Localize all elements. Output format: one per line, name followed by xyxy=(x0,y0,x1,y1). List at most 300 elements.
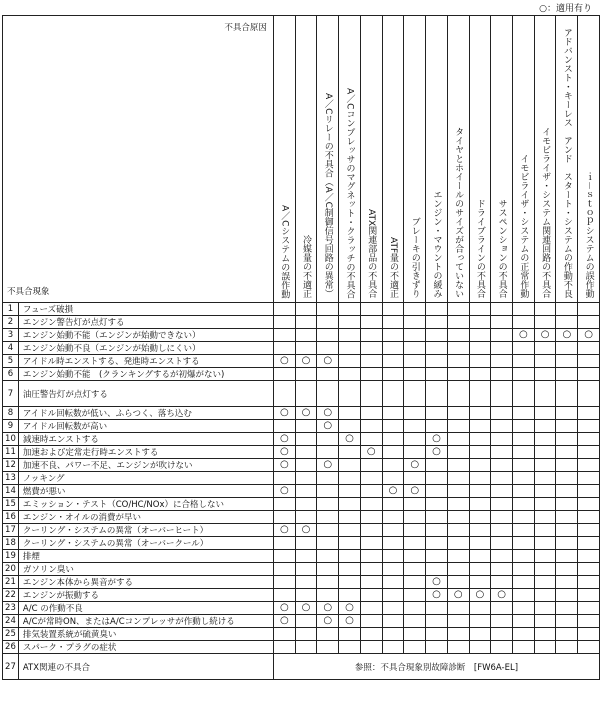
empty-cell xyxy=(339,446,361,459)
row-number: 21 xyxy=(3,576,19,589)
applicable-mark: ○ xyxy=(317,407,339,420)
empty-cell xyxy=(382,576,404,589)
empty-cell xyxy=(513,407,535,420)
empty-cell xyxy=(556,511,578,524)
empty-cell xyxy=(426,342,448,355)
symptom-cell: エンジンが振動する xyxy=(18,589,273,602)
empty-cell xyxy=(382,589,404,602)
empty-cell xyxy=(556,316,578,329)
applicable-mark: ○ xyxy=(426,576,448,589)
table-row xyxy=(3,329,600,342)
empty-cell xyxy=(404,615,426,628)
empty-cell xyxy=(317,368,339,381)
empty-cell xyxy=(360,498,382,511)
empty-cell xyxy=(360,563,382,576)
empty-cell xyxy=(447,498,469,511)
empty-cell xyxy=(491,498,513,511)
empty-cell xyxy=(534,485,556,498)
empty-cell xyxy=(469,537,491,550)
empty-cell xyxy=(513,628,535,641)
applicable-mark: ○ xyxy=(317,355,339,368)
table-row xyxy=(3,628,600,641)
table-row xyxy=(3,433,600,446)
empty-cell xyxy=(513,576,535,589)
applicable-mark: ○ xyxy=(491,589,513,602)
empty-cell xyxy=(382,602,404,615)
empty-cell xyxy=(273,589,295,602)
empty-cell xyxy=(382,511,404,524)
empty-cell xyxy=(339,342,361,355)
empty-cell xyxy=(534,628,556,641)
empty-cell xyxy=(556,407,578,420)
empty-cell xyxy=(447,628,469,641)
empty-cell xyxy=(491,446,513,459)
applicable-mark: ○ xyxy=(295,355,317,368)
table-row xyxy=(3,563,600,576)
applicable-mark: ○ xyxy=(317,420,339,433)
empty-cell xyxy=(578,342,600,355)
empty-cell xyxy=(404,576,426,589)
empty-cell xyxy=(534,342,556,355)
cause-header-15 xyxy=(578,16,600,303)
empty-cell xyxy=(273,303,295,316)
empty-cell xyxy=(534,641,556,654)
row-number: 7 xyxy=(3,381,19,407)
empty-cell xyxy=(447,485,469,498)
applicable-mark: ○ xyxy=(317,602,339,615)
empty-cell xyxy=(295,615,317,628)
empty-cell xyxy=(360,472,382,485)
empty-cell xyxy=(578,550,600,563)
empty-cell xyxy=(578,381,600,407)
applicable-mark: ○ xyxy=(360,446,382,459)
empty-cell xyxy=(317,550,339,563)
cause-header-8 xyxy=(426,16,448,303)
empty-cell xyxy=(426,355,448,368)
header-corner-cell xyxy=(3,16,274,303)
empty-cell xyxy=(469,498,491,511)
empty-cell xyxy=(317,524,339,537)
applicable-mark: ○ xyxy=(513,329,535,342)
empty-cell xyxy=(339,459,361,472)
row-number: 12 xyxy=(3,459,19,472)
applicable-mark: ○ xyxy=(404,485,426,498)
applicable-mark: ○ xyxy=(404,459,426,472)
empty-cell xyxy=(491,329,513,342)
empty-cell xyxy=(273,628,295,641)
cause-label: イモビライザ・システムの正常作動 xyxy=(518,154,529,298)
empty-cell xyxy=(578,498,600,511)
applicable-mark: ○ xyxy=(426,589,448,602)
row-number: 22 xyxy=(3,589,19,602)
empty-cell xyxy=(578,524,600,537)
empty-cell xyxy=(339,589,361,602)
empty-cell xyxy=(469,329,491,342)
empty-cell xyxy=(534,524,556,537)
empty-cell xyxy=(578,628,600,641)
symptom-cell: 燃費が悪い xyxy=(18,485,273,498)
cause-header-9 xyxy=(447,16,469,303)
empty-cell xyxy=(360,485,382,498)
empty-cell xyxy=(339,407,361,420)
empty-cell xyxy=(339,485,361,498)
empty-cell xyxy=(556,498,578,511)
empty-cell xyxy=(556,459,578,472)
empty-cell xyxy=(404,368,426,381)
empty-cell xyxy=(339,524,361,537)
empty-cell xyxy=(513,641,535,654)
empty-cell xyxy=(426,316,448,329)
empty-cell xyxy=(469,511,491,524)
empty-cell xyxy=(469,459,491,472)
empty-cell xyxy=(273,576,295,589)
symptom-cell: ガソリン臭い xyxy=(18,563,273,576)
empty-cell xyxy=(404,446,426,459)
cause-header-5 xyxy=(360,16,382,303)
table-row xyxy=(3,602,600,615)
empty-cell xyxy=(491,355,513,368)
empty-cell xyxy=(404,537,426,550)
empty-cell xyxy=(469,433,491,446)
empty-cell xyxy=(404,381,426,407)
empty-cell xyxy=(578,420,600,433)
empty-cell xyxy=(534,537,556,550)
empty-cell xyxy=(404,550,426,563)
empty-cell xyxy=(513,602,535,615)
symptom-cell: エンジン始動不能（エンジンが始動できない） xyxy=(18,329,273,342)
empty-cell xyxy=(360,342,382,355)
empty-cell xyxy=(447,524,469,537)
empty-cell xyxy=(339,368,361,381)
empty-cell xyxy=(447,537,469,550)
cause-label: 冷媒量の不適正 xyxy=(301,235,312,298)
cause-header-4 xyxy=(339,16,361,303)
empty-cell xyxy=(426,420,448,433)
empty-cell xyxy=(360,524,382,537)
symptom-cell: 油圧警告灯が点灯する xyxy=(18,381,273,407)
table-row xyxy=(3,407,600,420)
empty-cell xyxy=(578,537,600,550)
empty-cell xyxy=(578,511,600,524)
empty-cell xyxy=(295,511,317,524)
empty-cell xyxy=(491,316,513,329)
applicable-mark: ○ xyxy=(469,589,491,602)
empty-cell xyxy=(469,602,491,615)
empty-cell xyxy=(360,550,382,563)
empty-cell xyxy=(273,368,295,381)
empty-cell xyxy=(404,524,426,537)
symptom-cell: クーリング・システムの異常（オーバーヒート） xyxy=(18,524,273,537)
empty-cell xyxy=(339,563,361,576)
empty-cell xyxy=(295,316,317,329)
empty-cell xyxy=(491,381,513,407)
table-row xyxy=(3,589,600,602)
empty-cell xyxy=(447,563,469,576)
empty-cell xyxy=(534,303,556,316)
empty-cell xyxy=(360,615,382,628)
empty-cell xyxy=(556,615,578,628)
symptom-cell: スパーク・プラグの症状 xyxy=(18,641,273,654)
empty-cell xyxy=(426,511,448,524)
empty-cell xyxy=(469,368,491,381)
empty-cell xyxy=(295,589,317,602)
empty-cell xyxy=(295,446,317,459)
empty-cell xyxy=(578,485,600,498)
empty-cell xyxy=(404,342,426,355)
empty-cell xyxy=(382,615,404,628)
symptom-cell: 排煙 xyxy=(18,550,273,563)
empty-cell xyxy=(426,407,448,420)
empty-cell xyxy=(360,355,382,368)
table-row xyxy=(3,342,600,355)
empty-cell xyxy=(404,563,426,576)
empty-cell xyxy=(360,368,382,381)
empty-cell xyxy=(317,342,339,355)
empty-cell xyxy=(426,563,448,576)
symptom-cell: アイドル回転数が低い、ふらつく、落ち込む xyxy=(18,407,273,420)
cause-label: ATX関連部品の不具合 xyxy=(366,208,377,298)
empty-cell xyxy=(556,433,578,446)
symptom-cell: A/Cが常時ON、またはA/Cコンプレッサが作動し続ける xyxy=(18,615,273,628)
cause-header-1 xyxy=(273,16,295,303)
empty-cell xyxy=(491,550,513,563)
cause-header-3 xyxy=(317,16,339,303)
row-number: 4 xyxy=(3,342,19,355)
empty-cell xyxy=(339,498,361,511)
empty-cell xyxy=(426,485,448,498)
empty-cell xyxy=(534,316,556,329)
empty-cell xyxy=(295,563,317,576)
empty-cell xyxy=(339,511,361,524)
empty-cell xyxy=(491,602,513,615)
empty-cell xyxy=(447,446,469,459)
empty-cell xyxy=(339,641,361,654)
row-number: 3 xyxy=(3,329,19,342)
applicable-mark: ○ xyxy=(273,459,295,472)
empty-cell xyxy=(404,316,426,329)
empty-cell xyxy=(404,498,426,511)
empty-cell xyxy=(295,381,317,407)
row-number: 2 xyxy=(3,316,19,329)
empty-cell xyxy=(534,576,556,589)
empty-cell xyxy=(469,446,491,459)
row-number: 11 xyxy=(3,446,19,459)
empty-cell xyxy=(447,576,469,589)
empty-cell xyxy=(273,641,295,654)
empty-cell xyxy=(360,329,382,342)
symptom-cell: エンジン警告灯が点灯する xyxy=(18,316,273,329)
empty-cell xyxy=(534,589,556,602)
applicable-mark: ○ xyxy=(273,524,295,537)
empty-cell xyxy=(491,511,513,524)
applicable-mark: ○ xyxy=(273,433,295,446)
empty-cell xyxy=(447,472,469,485)
empty-cell xyxy=(317,628,339,641)
cause-header-13 xyxy=(534,16,556,303)
symptom-cell: クーリング・システムの異常（オーバークール） xyxy=(18,537,273,550)
empty-cell xyxy=(469,342,491,355)
empty-cell xyxy=(382,316,404,329)
empty-cell xyxy=(295,420,317,433)
empty-cell xyxy=(513,342,535,355)
row-number: 24 xyxy=(3,615,19,628)
cause-label: ブレーキの引きずり xyxy=(409,217,420,298)
empty-cell xyxy=(491,537,513,550)
empty-cell xyxy=(578,576,600,589)
empty-cell xyxy=(556,342,578,355)
cause-label: A／Cシステムの誤作動 xyxy=(279,204,290,298)
empty-cell xyxy=(534,446,556,459)
empty-cell xyxy=(534,511,556,524)
empty-cell xyxy=(469,550,491,563)
applicable-mark: ○ xyxy=(578,329,600,342)
empty-cell xyxy=(447,602,469,615)
empty-cell xyxy=(404,628,426,641)
empty-cell xyxy=(578,303,600,316)
empty-cell xyxy=(578,641,600,654)
cause-label: A／Cコンプレッサのマグネット・クラッチの不具合 xyxy=(344,87,355,298)
empty-cell xyxy=(513,563,535,576)
symptom-cause-table xyxy=(2,15,600,680)
applicable-mark: ○ xyxy=(556,329,578,342)
empty-cell xyxy=(447,641,469,654)
empty-cell xyxy=(426,628,448,641)
empty-cell xyxy=(578,459,600,472)
empty-cell xyxy=(578,602,600,615)
empty-cell xyxy=(404,511,426,524)
empty-cell xyxy=(382,407,404,420)
row-number: 25 xyxy=(3,628,19,641)
empty-cell xyxy=(556,381,578,407)
empty-cell xyxy=(339,381,361,407)
empty-cell xyxy=(447,511,469,524)
applicable-mark: ○ xyxy=(273,446,295,459)
row-number: 1 xyxy=(3,303,19,316)
empty-cell xyxy=(513,498,535,511)
empty-cell xyxy=(556,472,578,485)
row-number: 23 xyxy=(3,602,19,615)
symptom-header-label: 不具合現象 xyxy=(7,287,50,297)
table-body xyxy=(3,303,600,680)
empty-cell xyxy=(534,550,556,563)
empty-cell xyxy=(273,316,295,329)
cause-label: ATF量の不適正 xyxy=(387,236,398,298)
empty-cell xyxy=(339,472,361,485)
row-number: 27 xyxy=(3,654,19,680)
empty-cell xyxy=(382,459,404,472)
empty-cell xyxy=(447,355,469,368)
cause-header-label: 不具合原因 xyxy=(224,23,267,33)
empty-cell xyxy=(447,368,469,381)
cause-header-7 xyxy=(404,16,426,303)
empty-cell xyxy=(556,589,578,602)
empty-cell xyxy=(295,537,317,550)
row-number: 14 xyxy=(3,485,19,498)
empty-cell xyxy=(317,576,339,589)
symptom-cell: A/C の作動不良 xyxy=(18,602,273,615)
table-row xyxy=(3,485,600,498)
empty-cell xyxy=(404,407,426,420)
empty-cell xyxy=(382,472,404,485)
symptom-cell: ノッキング xyxy=(18,472,273,485)
applicable-mark: ○ xyxy=(534,329,556,342)
empty-cell xyxy=(360,381,382,407)
empty-cell xyxy=(556,446,578,459)
empty-cell xyxy=(534,433,556,446)
empty-cell xyxy=(273,550,295,563)
applicable-mark: ○ xyxy=(273,485,295,498)
empty-cell xyxy=(556,641,578,654)
empty-cell xyxy=(491,407,513,420)
empty-cell xyxy=(534,381,556,407)
empty-cell xyxy=(295,641,317,654)
empty-cell xyxy=(556,524,578,537)
applicable-mark: ○ xyxy=(273,602,295,615)
empty-cell xyxy=(426,537,448,550)
empty-cell xyxy=(556,628,578,641)
empty-cell xyxy=(273,563,295,576)
empty-cell xyxy=(556,550,578,563)
empty-cell xyxy=(382,381,404,407)
empty-cell xyxy=(426,459,448,472)
applicable-mark: ○ xyxy=(295,407,317,420)
cause-label: ドライブラインの不具合 xyxy=(474,199,485,298)
empty-cell xyxy=(295,550,317,563)
symptom-cell: エミッション・テスト（CO/HC/NOx）に合格しない xyxy=(18,498,273,511)
empty-cell xyxy=(513,524,535,537)
empty-cell xyxy=(447,316,469,329)
empty-cell xyxy=(578,615,600,628)
empty-cell xyxy=(317,381,339,407)
applicable-mark: ○ xyxy=(447,589,469,602)
empty-cell xyxy=(469,381,491,407)
empty-cell xyxy=(360,602,382,615)
empty-cell xyxy=(360,537,382,550)
empty-cell xyxy=(426,615,448,628)
symptom-cell: 排気装置系統が硫黄臭い xyxy=(18,628,273,641)
empty-cell xyxy=(491,563,513,576)
empty-cell xyxy=(317,329,339,342)
empty-cell xyxy=(513,459,535,472)
empty-cell xyxy=(578,563,600,576)
empty-cell xyxy=(578,433,600,446)
symptom-cell: エンジン始動不能 (クランキングするが初爆がない) xyxy=(18,368,273,381)
empty-cell xyxy=(360,641,382,654)
empty-cell xyxy=(469,355,491,368)
empty-cell xyxy=(469,420,491,433)
empty-cell xyxy=(382,641,404,654)
empty-cell xyxy=(382,563,404,576)
empty-cell xyxy=(556,537,578,550)
empty-cell xyxy=(360,576,382,589)
header-row xyxy=(3,16,600,303)
empty-cell xyxy=(556,355,578,368)
empty-cell xyxy=(513,511,535,524)
empty-cell xyxy=(513,316,535,329)
empty-cell xyxy=(317,446,339,459)
empty-cell xyxy=(339,355,361,368)
empty-cell xyxy=(447,459,469,472)
empty-cell xyxy=(339,420,361,433)
empty-cell xyxy=(513,381,535,407)
empty-cell xyxy=(578,316,600,329)
empty-cell xyxy=(404,420,426,433)
empty-cell xyxy=(273,498,295,511)
empty-cell xyxy=(534,472,556,485)
empty-cell xyxy=(295,368,317,381)
empty-cell xyxy=(426,368,448,381)
cause-header-6 xyxy=(382,16,404,303)
